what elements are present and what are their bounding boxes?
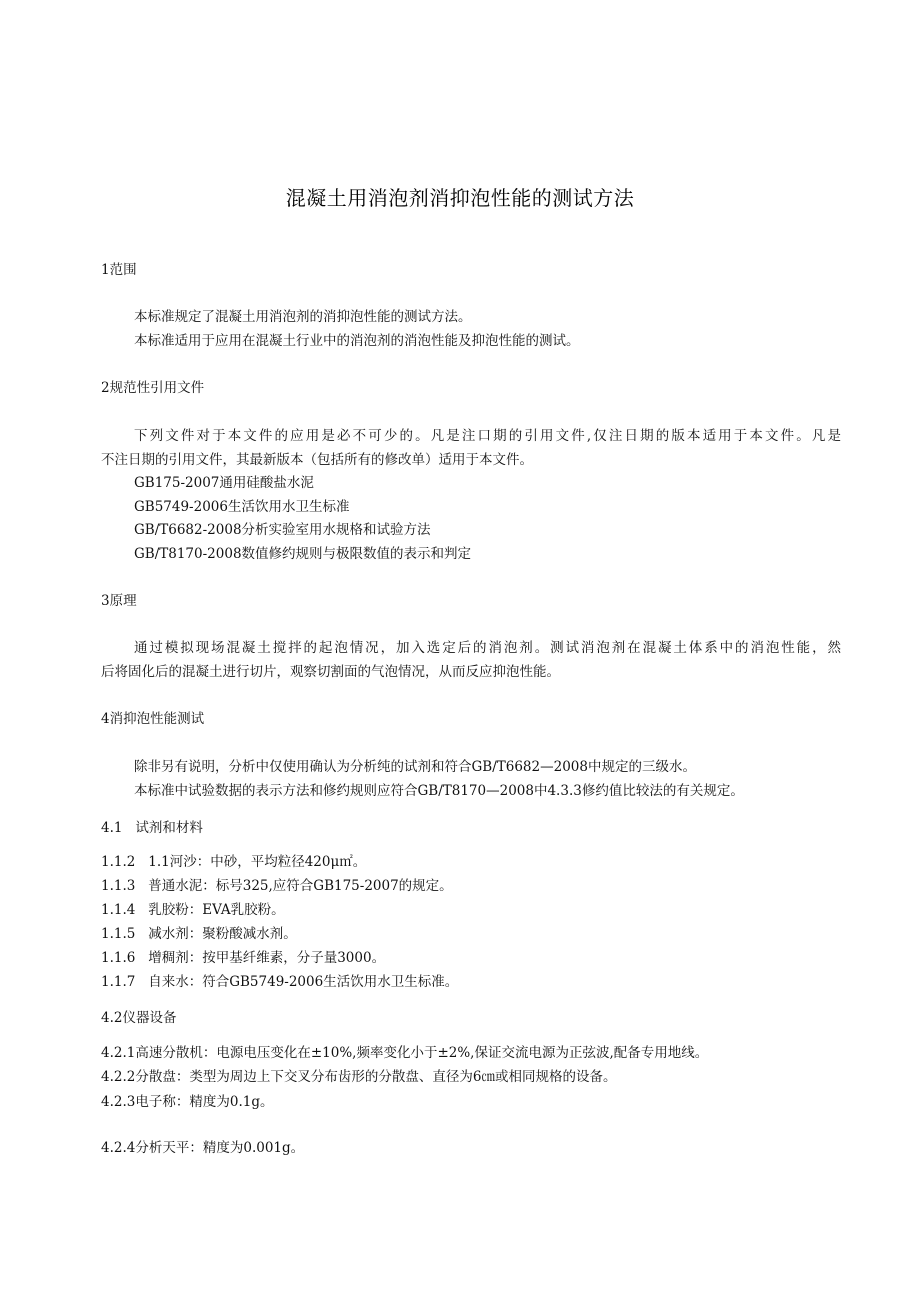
material-item: 1.1.6 增稠剂：按甲基纤维素，分子量3000。 (101, 950, 386, 966)
section-2-paragraph-line-2: 不注日期的引用文件，其最新版本（包括所有的修改单）适用于本文件。 (101, 452, 533, 468)
subsection-4-1-heading: 4.1 试剂和材料 (101, 820, 203, 836)
material-item: 1.1.5 减水剂：聚粉酸减水剂。 (101, 926, 297, 942)
material-item: 1.1.2 1.1河沙：中砂，平均粒径420μ㎡。 (101, 854, 367, 870)
equipment-item: 4.2.3电子称：精度为0.1g。 (101, 1094, 274, 1110)
section-1-paragraph-2: 本标准适用于应用在混凝土行业中的消泡剂的消泡性能及抑泡性能的测试。 (134, 333, 580, 349)
section-4-paragraph-2: 本标准中试验数据的表示方法和修约规则应符合GB/T8170—2008中4.3.3修约值比较法的有关规定。 (134, 783, 744, 799)
reference-item: GB5749-2006生活饮用水卫生标准 (134, 499, 350, 515)
section-4-heading: 4消抑泡性能测试 (101, 711, 205, 727)
material-item: 1.1.3 普通水泥：标号325,应符合GB175-2007的规定。 (101, 878, 453, 894)
section-3-paragraph-line-1: 通过模拟现场混凝土搅拌的起泡情况，加入选定后的消泡剂。测试消泡剂在混凝土体系中的消泡性能，然 (134, 640, 841, 656)
section-4-paragraph-1: 除非另有说明，分析中仅使用确认为分析纯的试剂和符合GB/T6682—2008中规定的三级水。 (134, 759, 696, 775)
equipment-item: 4.2.1高速分散机：电源电压变化在±10%,频率变化小于±2%,保证交流电源为正弦波,配备专用地线。 (101, 1045, 709, 1061)
section-1-heading: 1范围 (101, 262, 137, 278)
material-item: 1.1.4 乳胶粉：EVA乳胶粉。 (101, 902, 285, 918)
equipment-item: 4.2.2分散盘：类型为周边上下交叉分布齿形的分散盘、直径为6㎝或相同规格的设备。 (101, 1069, 617, 1085)
section-3-paragraph-line-2: 后将固化后的混凝土进行切片，观察切割面的气泡情况，从而反应抑泡性能。 (101, 664, 560, 680)
section-2-paragraph-line-1: 下列文件对于本文件的应用是必不可少的。凡是注口期的引用文件,仅注日期的版本适用于本文件。凡是 (134, 428, 841, 444)
section-3-heading: 3原理 (101, 593, 137, 609)
subsection-4-2-heading: 4.2仪器设备 (101, 1010, 177, 1026)
document-title: 混凝土用消泡剂消抑泡性能的测试方法 (285, 186, 635, 210)
reference-item: GB/T8170-2008数值修约规则与极限数值的表示和判定 (134, 546, 472, 562)
section-1-paragraph-1: 本标准规定了混凝土用消泡剂的消抑泡性能的测试方法。 (134, 309, 472, 325)
equipment-item: 4.2.4分析天平：精度为0.001g。 (101, 1140, 305, 1156)
material-item: 1.1.7 自来水：符合GB5749-2006生活饮用水卫生标准。 (101, 974, 459, 990)
reference-item: GB/T6682-2008分析实验室用水规格和试验方法 (134, 522, 431, 538)
reference-item: GB175-2007通用硅酸盐水泥 (134, 475, 314, 491)
section-2-heading: 2规范性引用文件 (101, 380, 205, 396)
